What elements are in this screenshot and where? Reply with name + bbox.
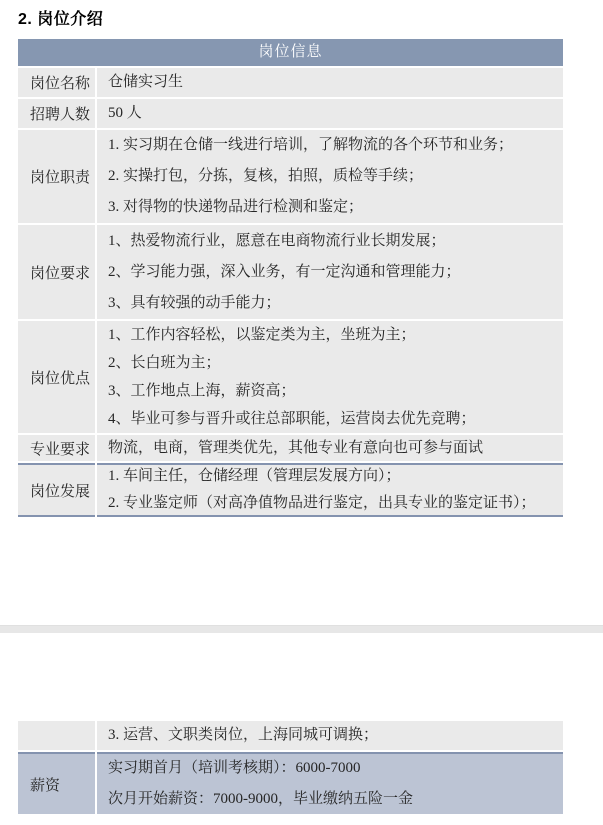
table-row <box>18 68 563 97</box>
row-text-line: 3. 运营、文职类岗位，上海同城可调换； <box>108 727 379 743</box>
row-text-line: 2、学习能力强，深入业务，有一定沟通和管理能力； <box>108 263 461 280</box>
row-label: 招聘人数 <box>18 99 95 128</box>
row-text-line: 1. 实习期在仓储一线进行培训，了解物流的各个环节和业务； <box>108 137 514 153</box>
page-title: 2. 岗位介绍 <box>18 11 104 28</box>
row-content <box>97 225 563 319</box>
row-label: 岗位名称 <box>18 68 95 97</box>
row-label: 专业要求 <box>18 435 95 461</box>
row-text-line: 50 人 <box>108 105 142 121</box>
table-row <box>18 721 563 750</box>
row-text-line: 仓储实习生 <box>108 74 184 90</box>
row-content <box>97 721 563 750</box>
salary-table-body <box>18 721 563 814</box>
table-row <box>18 435 563 461</box>
row-label: 岗位发展 <box>18 463 95 517</box>
row-text-line: 3、具有较强的动手能力； <box>108 294 281 311</box>
job-info-table <box>18 39 563 517</box>
row-text-line: 3. 对得物的快递物品进行检测和鉴定； <box>108 199 364 215</box>
job-info-table-header: 岗位信息 <box>18 39 563 66</box>
job-info-table-body <box>18 68 563 517</box>
row-content <box>97 321 563 433</box>
row-text-line: 4、毕业可参与晋升或往总部职能，运营岗去优先竞聘； <box>108 411 476 427</box>
row-content <box>97 752 563 814</box>
table-row <box>18 463 563 517</box>
row-label <box>18 721 95 750</box>
row-text-line: 实习期首月（培训考核期）：6000-7000 <box>108 760 361 776</box>
row-text-line: 2、长白班为主； <box>108 355 221 371</box>
row-content <box>97 463 563 517</box>
page-break-separator <box>0 625 603 633</box>
table-row <box>18 99 563 128</box>
row-content <box>97 99 563 128</box>
row-content <box>97 68 563 97</box>
row-content <box>97 130 563 223</box>
table-row <box>18 752 563 814</box>
row-label: 薪资 <box>18 752 95 814</box>
row-text-line: 3、工作地点上海，薪资高； <box>108 383 296 399</box>
salary-table <box>18 721 563 814</box>
row-text-line: 次月开始薪资：7000-9000，毕业缴纳五险一金 <box>108 791 413 807</box>
row-text-line: 1. 车间主任，仓储经理（管理层发展方向）； <box>108 468 401 484</box>
row-text-line: 2. 实操打包，分拣，复核，拍照，质检等手续； <box>108 168 424 184</box>
table-row <box>18 130 563 223</box>
row-text-line: 物流，电商，管理类优先，其他专业有意向也可参与面试 <box>108 440 484 456</box>
table-row <box>18 321 563 433</box>
row-content <box>97 435 563 461</box>
row-label: 岗位优点 <box>18 321 95 433</box>
row-text-line: 1、工作内容轻松，以鉴定类为主，坐班为主； <box>108 327 416 343</box>
row-text-line: 2. 专业鉴定师（对高净值物品进行鉴定，出具专业的鉴定证书）； <box>108 495 536 511</box>
row-label: 岗位要求 <box>18 225 95 319</box>
table-row <box>18 225 563 319</box>
row-text-line: 1、热爱物流行业，愿意在电商物流行业长期发展； <box>108 232 446 249</box>
row-label: 岗位职责 <box>18 130 95 223</box>
